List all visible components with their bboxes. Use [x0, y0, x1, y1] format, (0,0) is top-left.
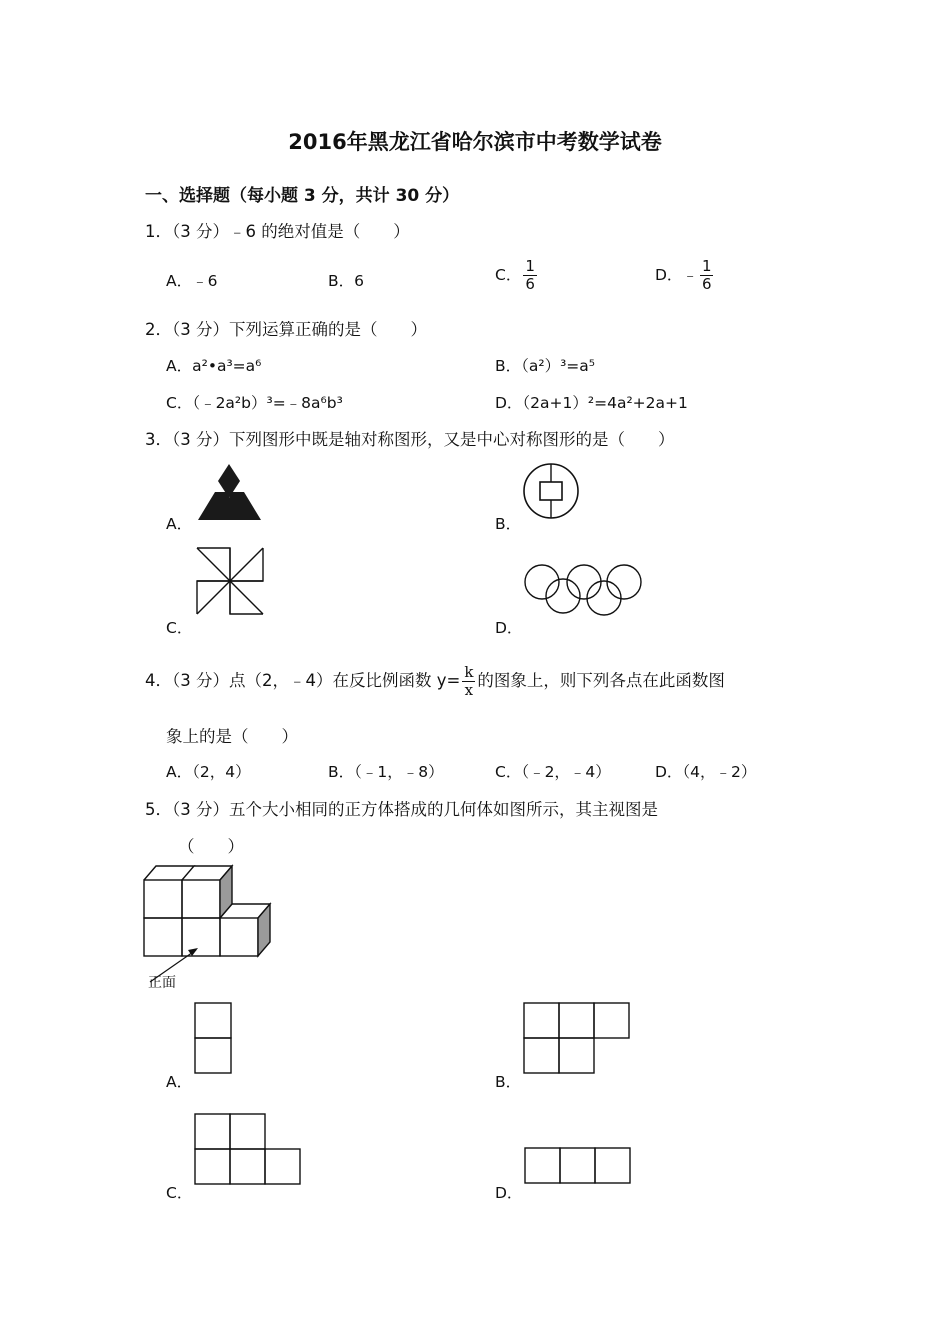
q1-option-c-label: C．: [495, 266, 522, 284]
q5-figure-c: [194, 1113, 304, 1185]
q2-option-c: C．（﹣2a²b）³=﹣8a⁶b³: [166, 394, 343, 412]
cube-front-1: [144, 918, 182, 956]
q1-option-c: [495, 258, 539, 293]
section-heading: 一、选择题（每小题 3 分，共计 30 分）: [145, 186, 460, 206]
question-5-stem: 5．（3 分）五个大小相同的正方体搭成的几何体如图所示，其主视图是: [145, 800, 658, 819]
q4-option-b: B．（﹣1，﹣8）: [328, 763, 444, 781]
q3-option-b: B．: [495, 515, 522, 533]
q5-figure-b: [523, 1002, 633, 1074]
q5-option-b: B．: [495, 1073, 522, 1091]
question-4-stem-line2: 象上的是（ ）: [166, 727, 298, 746]
q5-option-a: A．: [166, 1073, 193, 1091]
q2-option-a: A．a²•a³=a⁶: [166, 357, 262, 375]
cube-front-2: [182, 918, 220, 956]
q1-option-d-fraction: [700, 258, 714, 293]
cube-side-upper: [220, 866, 232, 918]
q3-option-d: D．: [495, 619, 523, 637]
fraction-numerator: k: [464, 663, 474, 681]
q1-option-d: [655, 258, 715, 293]
ring-5: [587, 581, 621, 615]
fraction-denominator: 6: [525, 275, 535, 293]
cube-front-5: [182, 880, 220, 918]
q3-option-a: A．: [166, 515, 193, 533]
q5-option-c: C．: [166, 1184, 193, 1202]
cube-top-1: [144, 866, 194, 880]
q1-option-d-label: D．﹣: [655, 266, 698, 284]
page-title: 2016年黑龙江省哈尔滨市中考数学试卷: [288, 130, 662, 154]
q4-option-c: C．（﹣2，﹣4）: [495, 763, 611, 781]
question-5-stem-line2: （ ）: [178, 837, 244, 856]
q5-option-d: D．: [495, 1184, 523, 1202]
cube-front-4: [144, 880, 182, 918]
q1-option-b: B．6: [328, 272, 364, 290]
fraction-denominator: 6: [701, 275, 712, 293]
q1-option-c-fraction: [523, 258, 537, 293]
three-diamonds-figure: [195, 462, 265, 524]
q1-option-a: A．﹣6: [166, 272, 218, 290]
ring-3: [607, 565, 641, 599]
fraction-numerator: 1: [701, 257, 712, 275]
cube-side-lower: [258, 904, 270, 956]
question-4-stem: [145, 664, 725, 699]
q5-figure-d: [524, 1147, 634, 1187]
question-3-stem: 3．（3 分）下列图形中既是轴对称图形，又是中心对称图形的是（ ）: [145, 430, 675, 449]
pinwheel-figure: [195, 546, 265, 616]
fraction-numerator: 1: [525, 257, 535, 275]
question-1-stem: 1．（3 分）﹣6 的绝对值是（ ）: [145, 222, 410, 241]
q4-stem-post: 的图象上，则下列各点在此函数图: [477, 671, 725, 690]
cube-front-3: [220, 918, 258, 956]
q3-option-c: C．: [166, 619, 193, 637]
q4-stem-pre: 4．（3 分）点（2，﹣4）在反比例函数 y=: [145, 671, 461, 690]
front-label: 正面: [148, 975, 176, 991]
q2-option-b: B．（a²）³=a⁵: [495, 357, 596, 375]
q5-figure-a: [194, 1002, 234, 1074]
olympic-rings-figure: [522, 562, 644, 620]
q4-option-a: A．（2，4）: [166, 763, 251, 781]
q4-option-d: D．（4，﹣2）: [655, 763, 757, 781]
coin-square-hole: [540, 482, 562, 500]
q4-fraction: [462, 664, 475, 699]
coin-figure: [522, 462, 582, 522]
cube-stack-figure: [142, 864, 282, 960]
question-2-stem: 2．（3 分）下列运算正确的是（ ）: [145, 320, 427, 339]
q2-option-d: D．（2a+1）²=4a²+2a+1: [495, 394, 688, 412]
fraction-denominator: x: [464, 681, 474, 699]
